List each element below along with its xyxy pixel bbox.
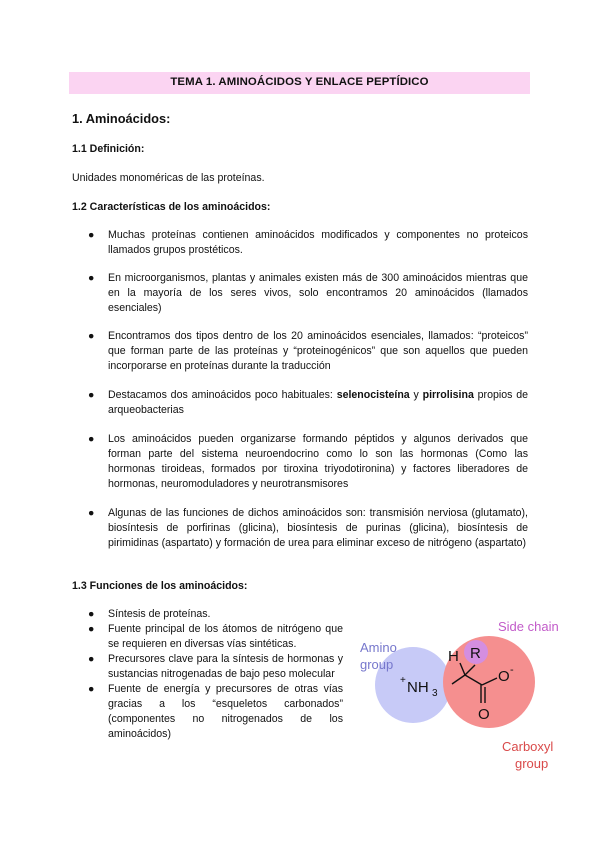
- plus-charge: +: [400, 675, 406, 686]
- list-item: [72, 682, 348, 742]
- definition-text: Unidades monoméricas de las proteínas.: [72, 172, 265, 184]
- nh-subscript: 3: [432, 688, 438, 699]
- list-item-text: Encontramos dos tipos dentro de los 20 aminoácidos esenciales, llamados: “proteicos” que forman parte de las proteínas y “proteinogénicos” que son aquellos que pueden incorporarse en proteínas durante la traducción: [108, 330, 528, 372]
- nh-atoms: NH: [407, 679, 429, 696]
- bullet-icon: ●: [88, 330, 95, 342]
- oxygen-atom: O: [478, 706, 490, 723]
- section-heading-aminoacidos: 1. Aminoácidos:: [72, 111, 171, 126]
- list-item-text: Precursores clave para la síntesis de hormonas y sustancias nitrogenadas de bajo peso molecular: [108, 653, 343, 680]
- list-item-text: Muchas proteínas contienen aminoácidos modificados y componentes no proteicos llamados grupos prostéticos.: [108, 229, 528, 256]
- amino-acid-svg: [352, 605, 582, 780]
- list-item-text: Los aminoácidos pueden organizarse formando péptidos y algunos derivados que forman parte del sistema neuroendocrino como lo son las hormonas (Como las hormonas tiroideas, formados por tiroxina triyodotironina) y factores liberadores de hormonas, neuromoduladores y neurotransmisores: [108, 433, 528, 490]
- amino-label-2: group: [360, 657, 394, 672]
- r-group-atom: R: [470, 645, 481, 662]
- list-item-text: Síntesis de proteínas.: [108, 608, 211, 620]
- list-item: [72, 622, 348, 652]
- functions-list: [72, 607, 348, 742]
- page-title: TEMA 1. AMINOÁCIDOS Y ENLACE PEPTÍDICO: [170, 76, 429, 88]
- list-item-text: Destacamos dos aminoácidos poco habituales: selenocisteína y pirrolisina propios de arqueobacterias: [108, 389, 528, 416]
- subheading-definicion: 1.1 Definición:: [72, 143, 145, 155]
- oxygen-minus-atom: O: [498, 668, 510, 685]
- list-item-text: En microorganismos, plantas y animales existen más de 300 aminoácidos mientras que en la mayoría de los seres vivos, solo encontramos 20 aminoácidos (llamados esenciales): [108, 272, 528, 314]
- subheading-funciones: 1.3 Funciones de los aminoácidos:: [72, 580, 248, 592]
- carboxyl-label-2: group: [515, 756, 549, 771]
- title-bar: [69, 72, 530, 94]
- bullet-icon: ●: [88, 389, 95, 401]
- hydrogen-atom: H: [448, 648, 459, 665]
- list-item: [72, 607, 348, 622]
- side-chain-label: Side chain: [498, 619, 559, 634]
- bullet-icon: ●: [88, 608, 95, 620]
- bullet-icon: ●: [88, 653, 95, 665]
- minus-charge: -: [510, 664, 514, 676]
- list-item-text: Fuente principal de los átomos de nitrógeno que se requieren en diversas vías sintéticas.: [108, 623, 343, 650]
- carboxyl-label-1: Carboxyl: [502, 739, 554, 754]
- bullet-icon: ●: [88, 433, 95, 445]
- bullet-icon: ●: [88, 623, 95, 635]
- bullet-icon: ●: [88, 507, 95, 519]
- emphasis-pirrolisina: pirrolisina: [422, 389, 474, 401]
- list-item: [72, 652, 348, 682]
- list-item-text: Fuente de energía y precursores de otras vías gracias a los “esqueletos carbonados” (componentes no nitrogenados de los aminoácidos): [108, 683, 343, 740]
- list-item-text: Algunas de las funciones de dichos aminoácidos son: transmisión nerviosa (glutamato), biosíntesis de porfirinas (glicina), biosíntesis de purinas (glicina), biosíntesis de pirimidinas (aspartato) y formación de urea para eliminar exceso de nitrógeno (aspartato): [108, 507, 528, 549]
- bullet-icon: ●: [88, 272, 95, 284]
- subheading-caracteristicas: 1.2 Características de los aminoácidos:: [72, 201, 271, 213]
- amino-acid-structure-diagram: [352, 605, 582, 780]
- bullet-icon: ●: [88, 683, 95, 695]
- emphasis-selenocisteina: selenocisteína: [336, 389, 410, 401]
- bullet-icon: ●: [88, 229, 95, 241]
- amino-label-1: Amino: [360, 640, 397, 655]
